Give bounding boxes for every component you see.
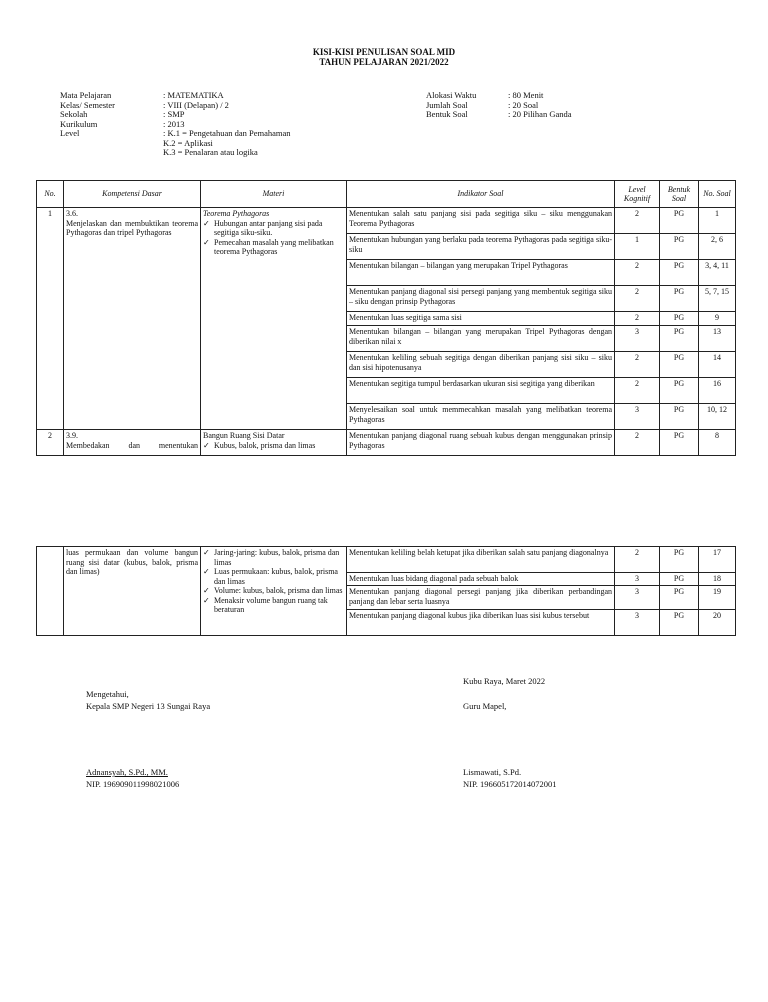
header-materi: Materi [201, 181, 347, 208]
nosoal-cell: 1 [699, 208, 736, 234]
nosoal-cell: 16 [699, 378, 736, 404]
info-row [60, 101, 400, 111]
info-value: : MATEMATIKA [163, 90, 224, 100]
nosoal-cell: 14 [699, 352, 736, 378]
materi-item [203, 567, 344, 586]
info-label: Bentuk Soal [426, 109, 468, 119]
materi-item [203, 586, 344, 596]
indikator-cell: Menentukan bilangan – bilangan yang merupakan Tripel Pythagoras dengan diberikan nilai x [347, 326, 615, 352]
checkmark-icon: ✓ [203, 548, 210, 557]
level-cell: 2 [615, 378, 660, 404]
indikator-cell: Menentukan keliling belah ketupat jika diberikan salah satu panjang diagonalnya [347, 547, 615, 573]
bentuk-cell: PG [660, 547, 699, 573]
kisi-table-1 [36, 180, 736, 456]
materi-cell [201, 547, 347, 636]
nosoal-cell: 9 [699, 312, 736, 326]
header-indikator-soal: Indikator Soal [347, 181, 615, 208]
checkmark-icon: ✓ [203, 440, 210, 450]
indikator-cell: Menentukan panjang diagonal kubus jika diberikan luas sisi kubus tersebut [347, 610, 615, 636]
bentuk-cell: PG [660, 234, 699, 260]
indikator-cell: Menentukan segitiga tumpul berdasarkan ukuran sisi segitiga yang diberikan [347, 378, 615, 404]
info-label: Level [60, 128, 80, 138]
info-row [60, 110, 400, 120]
info-label [60, 139, 163, 149]
headmaster-nip: NIP. 196909011998021006 [86, 779, 180, 789]
table-row [37, 547, 736, 573]
bentuk-cell: PG [660, 404, 699, 430]
kd-code: 3.6. [66, 209, 78, 218]
table-row [37, 430, 736, 456]
level-cell: 3 [615, 573, 660, 586]
teacher-name: Lismawati, S.Pd. [463, 767, 522, 777]
kompetensi-dasar-cell [64, 430, 201, 456]
bentuk-cell: PG [660, 312, 699, 326]
kd-code: 3.9. [66, 431, 78, 440]
materi-cell [201, 208, 347, 430]
info-value: : 80 Menit [508, 90, 544, 100]
materi-checklist [203, 441, 344, 451]
document-title: KISI-KISI PENULISAN SOAL MID [312, 47, 456, 57]
info-value: : 2013 [163, 118, 185, 129]
nosoal-cell: 5, 7, 15 [699, 286, 736, 312]
checkmark-icon: ✓ [203, 586, 210, 595]
materi-item-text: Pemecahan masalah yang melibatkan teorema Pythagoras [214, 237, 334, 256]
materi-title: Bangun Ruang Sisi Datar [203, 431, 285, 440]
level-cell: 2 [615, 352, 660, 378]
info-value: : VIII (Delapan) / 2 [163, 99, 229, 110]
info-row [60, 148, 400, 158]
nosoal-cell: 2, 6 [699, 234, 736, 260]
level-cell: 2 [615, 430, 660, 456]
document-subtitle: TAHUN PELAJARAN 2021/2022 [319, 57, 449, 67]
info-label: Mata Pelajaran [60, 90, 112, 100]
materi-item [203, 596, 344, 615]
level-cell: 3 [615, 326, 660, 352]
kd-text: Membedakan dan menentukan [66, 440, 198, 450]
info-value: : 20 Soal [508, 99, 539, 110]
materi-item [203, 219, 344, 238]
checkmark-icon: ✓ [203, 567, 210, 576]
level-cell: 3 [615, 404, 660, 430]
info-label: Alokasi Waktu [426, 90, 477, 100]
level-cell: 3 [615, 610, 660, 636]
info-row [426, 110, 686, 120]
header-level-kognitif: Level Kognitif [615, 181, 660, 208]
teacher-title: Guru Mapel, [463, 701, 507, 711]
info-label: Kurikulum [60, 118, 98, 129]
kompetensi-dasar-cell [64, 208, 201, 430]
header-no: No. [37, 181, 64, 208]
level-cell: 3 [615, 586, 660, 610]
indikator-cell: Menentukan luas segitiga sama sisi [347, 312, 615, 326]
info-label: Sekolah [60, 109, 88, 119]
materi-title: Teorema Pythagoras [203, 209, 270, 218]
materi-checklist [203, 219, 344, 257]
info-value: K.2 = Aplikasi [163, 137, 213, 148]
nosoal-cell: 8 [699, 430, 736, 456]
bentuk-cell: PG [660, 208, 699, 234]
bentuk-cell: PG [660, 610, 699, 636]
materi-checklist [203, 548, 344, 615]
info-left [60, 91, 400, 158]
nosoal-cell: 3, 4, 11 [699, 260, 736, 286]
headmaster-title: Kepala SMP Negeri 13 Sungai Raya [86, 701, 211, 711]
materi-item [203, 238, 344, 257]
info-label: Kelas/ Semester [60, 99, 115, 110]
bentuk-cell: PG [660, 573, 699, 586]
kompetensi-dasar-cell: luas permukaan dan volume bangun ruang sisi datar (kubus, balok, prisma dan limas) [64, 547, 201, 636]
indikator-cell: Menentukan salah satu panjang sisi pada segitiga siku – siku menggunakan Teorema Pythagoras [347, 208, 615, 234]
indikator-cell: Menyelesaikan soal untuk memmecahkan masalah yang melibatkan teorema Pythagoras [347, 404, 615, 430]
info-row [60, 129, 400, 139]
header-no-soal: No. Soal [699, 181, 736, 208]
materi-item-text: Jaring-jaring: kubus, balok, prisma dan limas [214, 548, 340, 567]
info-value: K.3 = Penalaran atau logika [163, 147, 258, 157]
level-cell: 2 [615, 208, 660, 234]
bentuk-cell: PG [660, 586, 699, 610]
level-cell: 2 [615, 312, 660, 326]
row-number [37, 547, 64, 636]
materi-item-text: Hubungan antar panjang sisi pada segitiga siku-siku. [214, 218, 323, 237]
info-value: : SMP [163, 109, 185, 119]
info-label: Jumlah Soal [426, 99, 468, 110]
header-bentuk-soal: Bentuk Soal [660, 181, 699, 208]
indikator-cell: Menentukan panjang diagonal sisi persegi panjang yang membentuk segitiga siku – siku dengan prinsip Pythagoras [347, 286, 615, 312]
info-label [60, 148, 163, 158]
bentuk-cell: PG [660, 260, 699, 286]
table-row [37, 208, 736, 234]
nosoal-cell: 13 [699, 326, 736, 352]
materi-item-text: Menaksir volume bangun ruang tak beraturan [214, 595, 328, 614]
kd-text: Menjelaskan dan membuktikan teorema Pythagoras dan tripel Pythagoras [66, 218, 198, 237]
bentuk-cell: PG [660, 378, 699, 404]
header-kompetensi-dasar: Kompetensi Dasar [64, 181, 201, 208]
checkmark-icon: ✓ [203, 595, 210, 605]
bentuk-cell: PG [660, 286, 699, 312]
teacher-nip: NIP. 196605172014072001 [463, 779, 557, 789]
materi-item-text: Luas permukaan: kubus, balok, prisma dan limas [214, 567, 338, 586]
indikator-cell: Menentukan keliling sebuah segitiga dengan diberikan panjang sisi siku – siku dan sisi hipotenusanya [347, 352, 615, 378]
materi-item-text: Kubus, balok, prisma dan limas [214, 440, 316, 450]
checkmark-icon: ✓ [203, 218, 210, 228]
info-value: : K.1 = Pengetahuan dan Pemahaman [163, 128, 291, 138]
indikator-cell: Menentukan panjang diagonal ruang sebuah kubus dengan menggunakan prinsip Pythagoras [347, 430, 615, 456]
indikator-cell: Menentukan bilangan – bilangan yang merupakan Tripel Pythagoras [347, 260, 615, 286]
headmaster-name: Adnansyah, S.Pd., MM. [86, 767, 168, 777]
level-cell: 2 [615, 286, 660, 312]
materi-item [203, 441, 344, 451]
row-number: 1 [37, 208, 64, 430]
mengetahui-label: Mengetahui, [86, 689, 129, 699]
indikator-cell: Menentukan panjang diagonal persegi panjang jika diberikan perbandingan panjang dan lebar serta luasnya [347, 586, 615, 610]
indikator-cell: Menentukan hubungan yang berlaku pada teorema Pythagoras pada segitiga siku-siku [347, 234, 615, 260]
materi-item [203, 548, 344, 567]
indikator-cell: Menentukan luas bidang diagonal pada sebuah balok [347, 573, 615, 586]
level-cell: 1 [615, 234, 660, 260]
nosoal-cell: 10, 12 [699, 404, 736, 430]
checkmark-icon: ✓ [203, 237, 210, 247]
nosoal-cell: 19 [699, 586, 736, 610]
nosoal-cell: 20 [699, 610, 736, 636]
level-cell: 2 [615, 547, 660, 573]
kisi-table-2 [36, 546, 736, 636]
info-value: : 20 Pilihan Ganda [508, 109, 572, 119]
bentuk-cell: PG [660, 352, 699, 378]
nosoal-cell: 17 [699, 547, 736, 573]
place-date: Kubu Raya, Maret 2022 [463, 676, 546, 686]
materi-item-text: Volume: kubus, balok, prisma dan limas [214, 586, 343, 595]
row-number: 2 [37, 430, 64, 456]
bentuk-cell: PG [660, 326, 699, 352]
nosoal-cell: 18 [699, 573, 736, 586]
level-cell: 2 [615, 260, 660, 286]
bentuk-cell: PG [660, 430, 699, 456]
info-right [426, 91, 686, 120]
materi-cell [201, 430, 347, 456]
